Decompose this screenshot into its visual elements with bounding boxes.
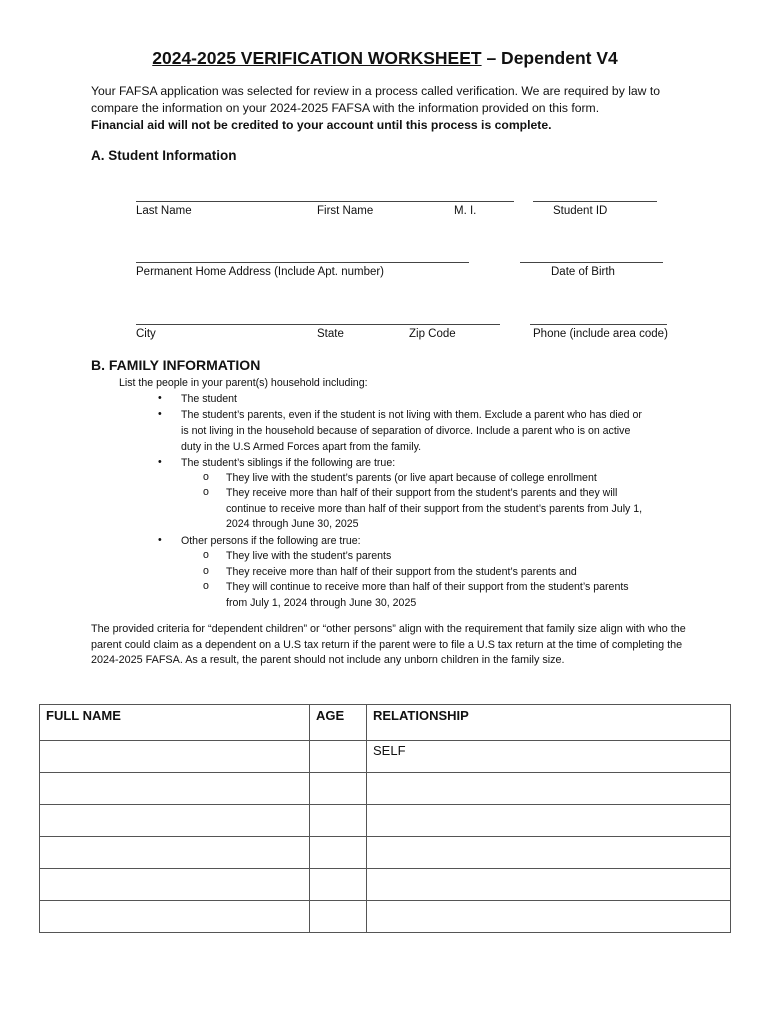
last-name-label: Last Name <box>136 205 192 217</box>
sub-list-item: They will continue to receive more than half of their support from the student’s parents <box>226 581 629 593</box>
full-name-cell[interactable] <box>40 869 310 901</box>
sub-bullet-icon: o <box>203 486 209 498</box>
full-name-header: FULL NAME <box>40 705 310 741</box>
page-title <box>0 48 770 69</box>
full-name-cell[interactable] <box>40 741 310 773</box>
phone-field-line[interactable] <box>530 324 667 325</box>
list-item-continued: is not living in the household because of separation of divorce. Include a parent who is on active <box>181 425 631 437</box>
table-row <box>40 805 731 837</box>
sub-bullet-icon: o <box>203 580 209 592</box>
table-row <box>40 869 731 901</box>
list-item-continued: duty in the U.S Armed Forces apart from the family. <box>181 441 422 453</box>
list-item: The student <box>181 393 237 405</box>
relationship-cell[interactable] <box>367 869 731 901</box>
intro-text: Your FAFSA application was selected for review in a process called verification. We are required by law to compare the information on your 2024-2025 FAFSA with the information provided on this form. <box>91 84 661 115</box>
section-a-heading: A. Student Information <box>91 148 237 163</box>
sub-bullet-icon: o <box>203 471 209 483</box>
phone-label: Phone (include area code) <box>533 328 668 340</box>
dob-label: Date of Birth <box>551 266 615 278</box>
criteria-paragraph: The provided criteria for “dependent children” or “other persons” align with the requirement that family size align with who the parent could claim as a dependent on a U.S tax return if the parent were to file a U.S tax return at the time of completing the 2024-2025 FAFSA. As a result, the parent should not include any unborn children in the family size. <box>91 623 686 666</box>
student-id-label: Student ID <box>553 205 608 217</box>
list-item: The student’s parents, even if the student is not living with them. Exclude a parent who has died or <box>181 409 642 421</box>
list-item: Other persons if the following are true: <box>181 535 361 547</box>
student-id-field-line[interactable] <box>533 201 657 202</box>
sub-bullet-icon: o <box>203 549 209 561</box>
age-cell[interactable] <box>310 901 367 933</box>
sub-list-item-continued: continue to receive more than half of their support from the student’s parents from July 1, <box>226 503 643 515</box>
table-row <box>40 901 731 933</box>
age-header: AGE <box>310 705 367 741</box>
table-row <box>40 741 731 773</box>
name-field-line[interactable] <box>136 201 514 202</box>
full-name-cell[interactable] <box>40 805 310 837</box>
bullet-icon: • <box>158 456 162 468</box>
title-main: 2024-2025 VERIFICATION WORKSHEET <box>152 48 482 68</box>
relationship-header: RELATIONSHIP <box>367 705 731 741</box>
age-cell[interactable] <box>310 805 367 837</box>
city-state-zip-field-line[interactable] <box>136 324 500 325</box>
title-suffix: – Dependent V4 <box>481 48 618 68</box>
sub-list-item: They receive more than half of their support from the student’s parents and they will <box>226 487 618 499</box>
full-name-cell[interactable] <box>40 773 310 805</box>
relationship-cell[interactable]: SELF <box>367 741 731 773</box>
zip-label: Zip Code <box>409 328 456 340</box>
age-cell[interactable] <box>310 869 367 901</box>
family-intro: List the people in your parent(s) household including: <box>119 377 368 389</box>
relationship-cell[interactable] <box>367 837 731 869</box>
sub-list-item-continued: 2024 through June 30, 2025 <box>226 518 359 530</box>
family-table <box>39 704 731 933</box>
full-name-cell[interactable] <box>40 901 310 933</box>
full-name-cell[interactable] <box>40 837 310 869</box>
age-cell[interactable] <box>310 773 367 805</box>
dob-field-line[interactable] <box>520 262 663 263</box>
list-item: The student’s siblings if the following are true: <box>181 457 396 469</box>
first-name-label: First Name <box>317 205 374 217</box>
intro-paragraph <box>91 83 691 134</box>
relationship-cell[interactable] <box>367 901 731 933</box>
sub-bullet-icon: o <box>203 565 209 577</box>
bullet-icon: • <box>158 534 162 546</box>
mi-label: M. I. <box>454 205 477 217</box>
bullet-icon: • <box>158 408 162 420</box>
sub-list-item-continued: from July 1, 2024 through June 30, 2025 <box>226 597 417 609</box>
address-field-line[interactable] <box>136 262 469 263</box>
bullet-icon: • <box>158 392 162 404</box>
age-cell[interactable] <box>310 741 367 773</box>
sub-list-item: They live with the student’s parents (or live apart because of college enrollment <box>226 472 597 484</box>
table-row <box>40 773 731 805</box>
relationship-cell[interactable] <box>367 805 731 837</box>
age-cell[interactable] <box>310 837 367 869</box>
city-label: City <box>136 328 156 340</box>
sub-list-item: They live with the student’s parents <box>226 550 392 562</box>
state-label: State <box>317 328 344 340</box>
intro-bold-text: Financial aid will not be credited to your account until this process is complete. <box>91 118 552 132</box>
relationship-cell[interactable] <box>367 773 731 805</box>
table-row <box>40 837 731 869</box>
table-header-row <box>40 705 731 741</box>
address-label: Permanent Home Address (Include Apt. number) <box>136 266 385 278</box>
sub-list-item: They receive more than half of their support from the student’s parents and <box>226 566 577 578</box>
section-b-heading: B. FAMILY INFORMATION <box>91 357 261 373</box>
